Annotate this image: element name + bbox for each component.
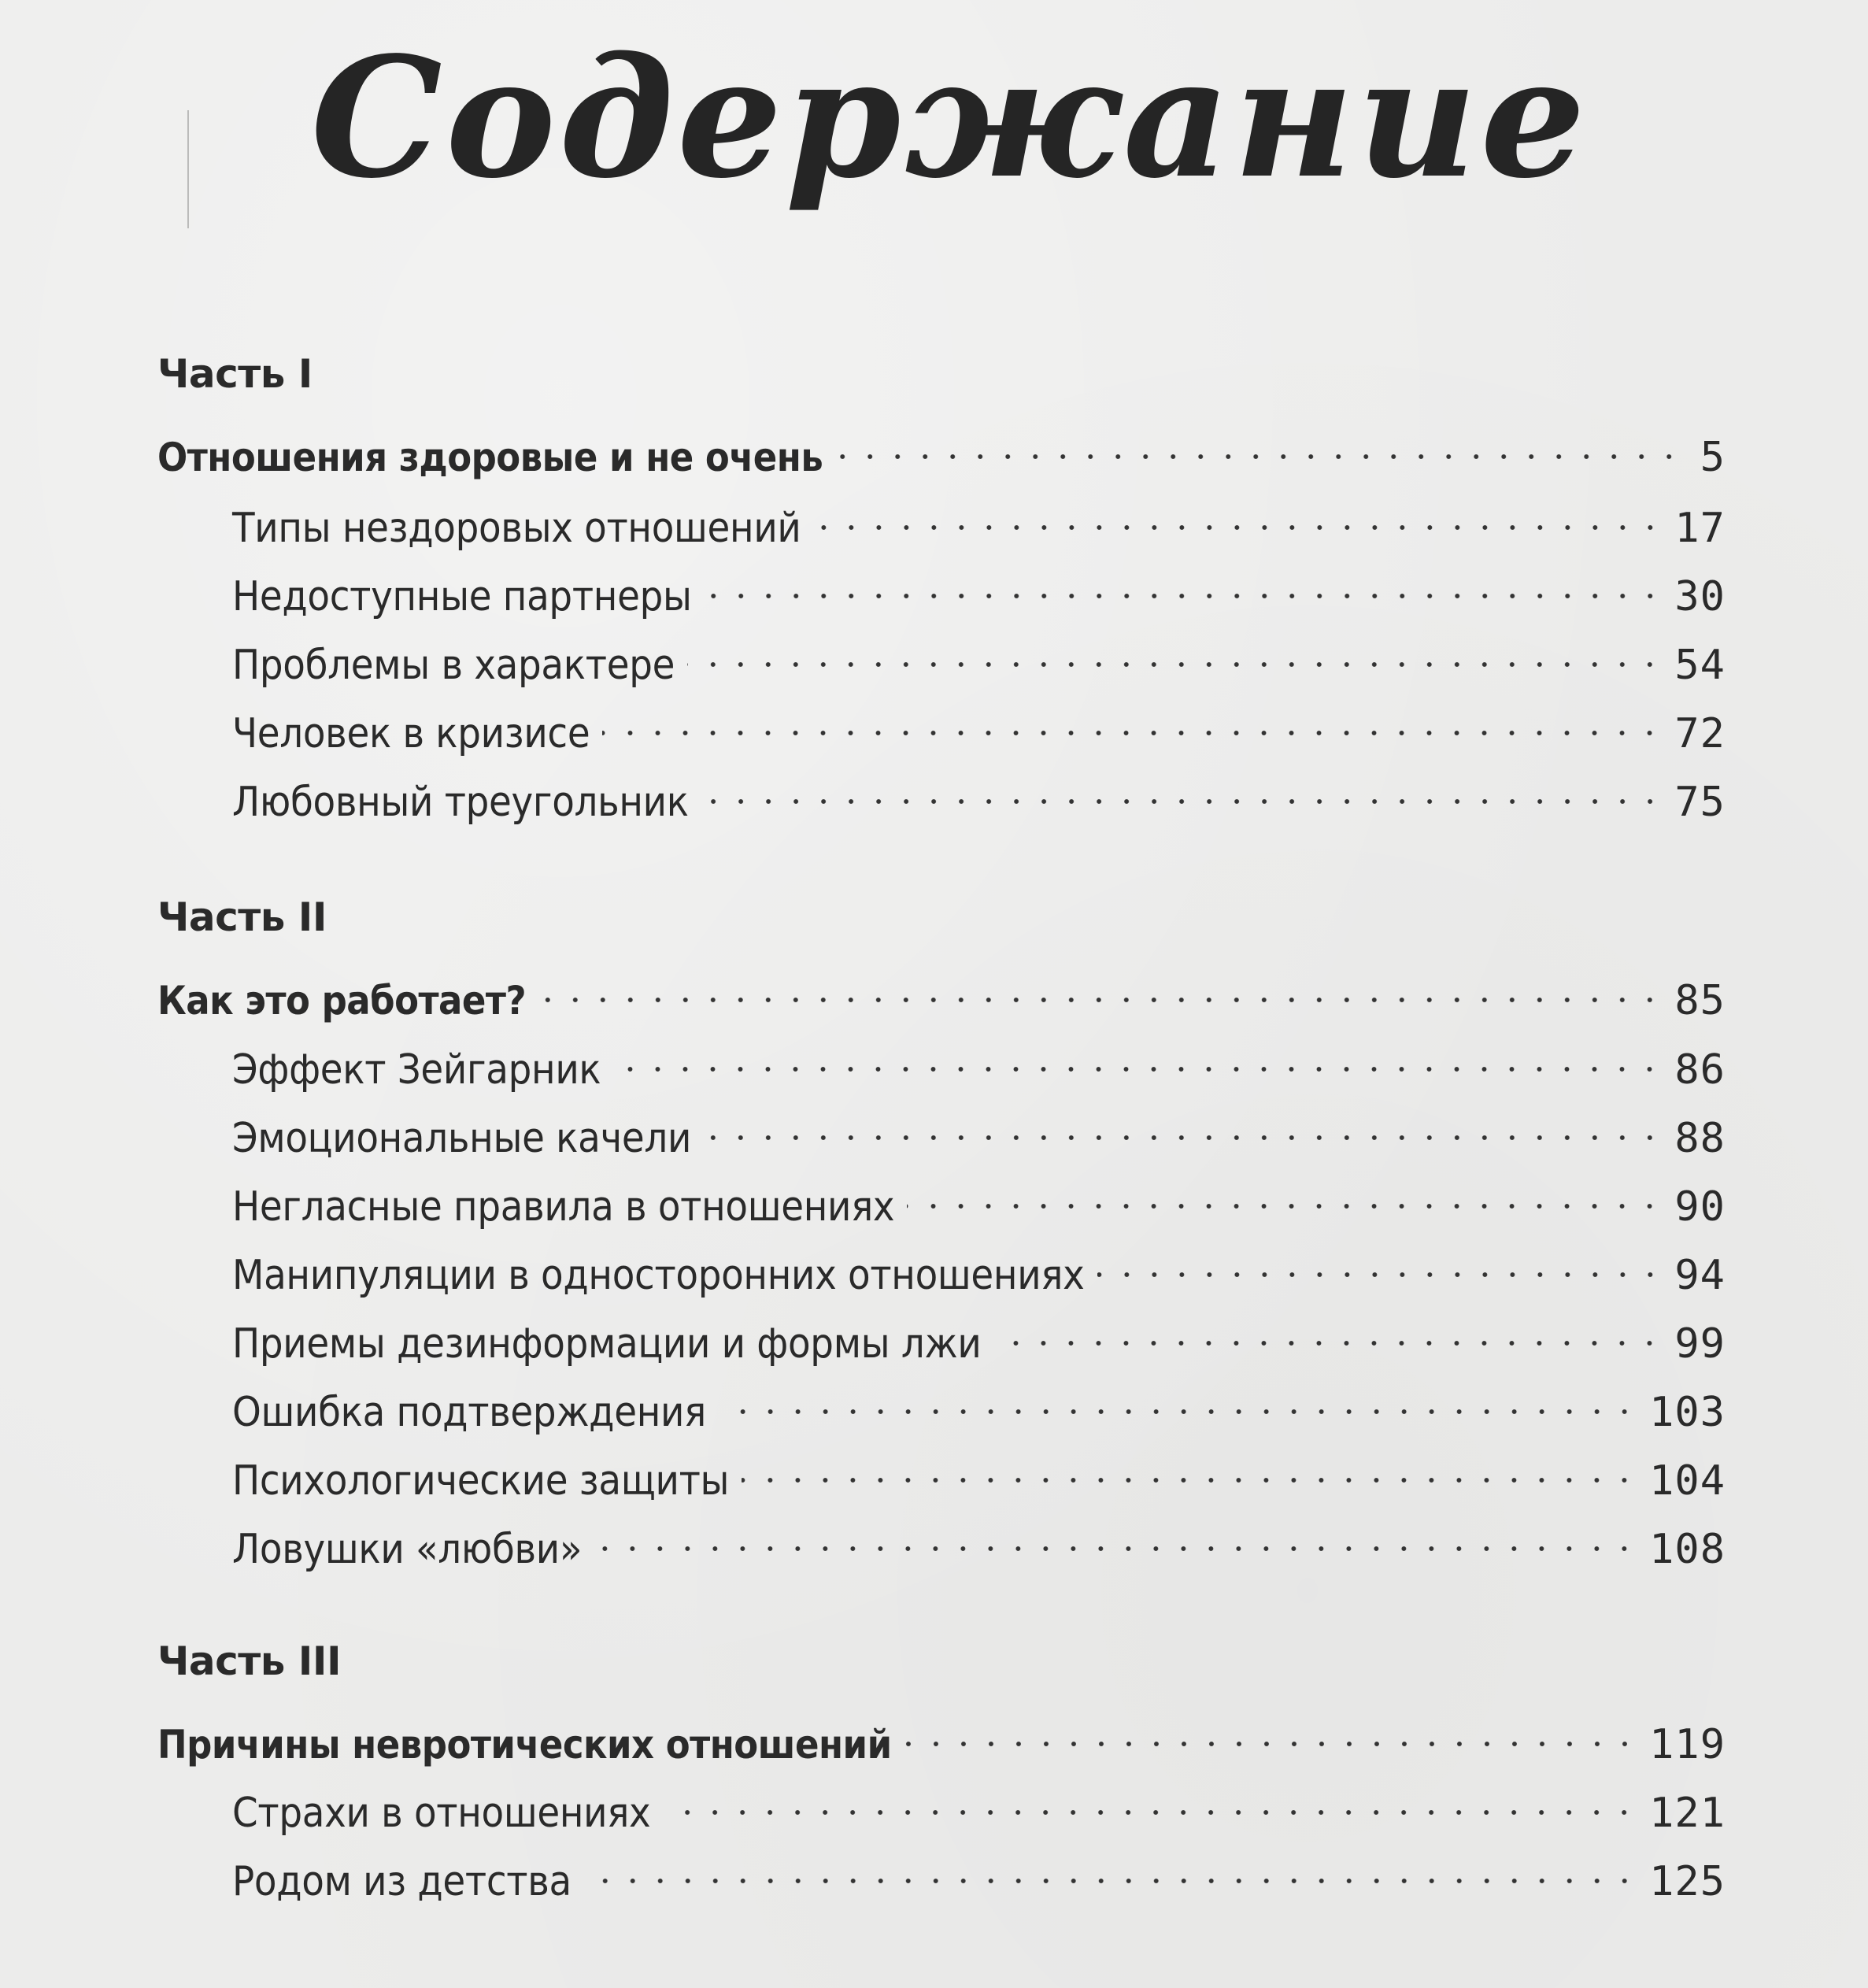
chapter-title: Причины невротических отношений — [157, 1722, 892, 1768]
dot-leader — [591, 1511, 1641, 1563]
item-title: Негласные правила в отношениях — [232, 1183, 895, 1231]
page-number: 86 — [1674, 1046, 1726, 1094]
part-1-label: Часть I — [157, 351, 313, 397]
item-title: Человек в кризисе — [232, 710, 590, 757]
page-number: 72 — [1674, 710, 1726, 757]
part-3-label: Часть III — [157, 1638, 342, 1684]
item-title: Ошибка подтверждения — [232, 1389, 706, 1436]
item-title: Приемы дезинформации и формы лжи — [232, 1320, 982, 1368]
toc-item[interactable] — [232, 1031, 1726, 1094]
toc-item[interactable] — [232, 695, 1726, 757]
dot-leader — [811, 490, 1667, 542]
page-number: 121 — [1649, 1790, 1726, 1837]
part-2-label: Часть II — [157, 894, 327, 940]
item-title: Эмоциональные качели — [232, 1115, 692, 1162]
page-number: 99 — [1674, 1320, 1726, 1368]
toc-item[interactable] — [232, 627, 1726, 689]
page-number: 30 — [1674, 573, 1726, 620]
dot-leader — [701, 1100, 1666, 1152]
dot-leader — [599, 695, 1666, 747]
dot-leader — [990, 1305, 1666, 1357]
item-title: Типы нездоровых отношений — [232, 505, 801, 552]
dot-leader — [610, 1031, 1666, 1083]
dot-leader — [701, 558, 1667, 610]
toc-item[interactable] — [232, 1775, 1726, 1837]
toc-item[interactable] — [232, 1374, 1726, 1436]
toc-item[interactable] — [232, 1442, 1726, 1505]
page-number: 54 — [1674, 642, 1726, 689]
page-number: 119 — [1649, 1721, 1726, 1768]
toc-chapter-part-3[interactable] — [157, 1706, 1726, 1768]
toc-chapter-part-2[interactable] — [157, 962, 1726, 1024]
page-number: 5 — [1700, 434, 1726, 481]
dot-leader — [660, 1775, 1641, 1827]
dot-leader — [904, 1168, 1666, 1220]
toc-item[interactable] — [232, 1843, 1726, 1905]
page-number: 90 — [1674, 1183, 1726, 1231]
toc-item[interactable] — [232, 1305, 1726, 1368]
page-title: Содержание — [310, 20, 1589, 215]
dot-leader — [698, 764, 1667, 816]
item-title: Родом из детства — [232, 1858, 571, 1905]
item-title: Недоступные партнеры — [232, 573, 692, 620]
dot-leader — [832, 419, 1686, 471]
dot-leader — [684, 627, 1666, 679]
page-number: 88 — [1674, 1115, 1726, 1162]
item-title: Манипуляции в односторонних отношениях — [232, 1252, 1085, 1299]
toc-item[interactable] — [232, 764, 1726, 826]
chapter-title: Как это работает? — [157, 978, 527, 1024]
dot-leader — [738, 1442, 1641, 1494]
page-number: 94 — [1674, 1252, 1726, 1299]
dot-leader — [716, 1374, 1641, 1426]
toc-item[interactable] — [232, 558, 1726, 620]
chapter-title: Отношения здоровые и не очень — [157, 435, 823, 480]
page-number: 108 — [1649, 1526, 1726, 1573]
dot-leader — [535, 962, 1666, 1014]
toc-item[interactable] — [232, 490, 1726, 552]
dot-leader — [1094, 1237, 1667, 1289]
toc-item[interactable] — [232, 1511, 1726, 1573]
toc-item[interactable] — [232, 1237, 1726, 1299]
item-title: Проблемы в характере — [232, 642, 675, 689]
page-number: 75 — [1674, 779, 1726, 826]
item-title: Ловушки «любви» — [232, 1526, 583, 1573]
dot-leader — [581, 1843, 1641, 1895]
item-title: Психологические защиты — [232, 1457, 730, 1505]
toc-item[interactable] — [232, 1168, 1726, 1231]
item-title: Страхи в отношениях — [232, 1790, 651, 1837]
toc-chapter-part-1[interactable] — [157, 419, 1726, 481]
page-number: 85 — [1674, 977, 1726, 1024]
page-number: 17 — [1674, 505, 1726, 552]
item-title: Любовный треугольник — [232, 779, 689, 826]
toc-item[interactable] — [232, 1100, 1726, 1162]
dot-leader — [901, 1706, 1641, 1758]
page-number: 104 — [1649, 1457, 1726, 1505]
item-title: Эффект Зейгарник — [232, 1046, 601, 1094]
page-number: 125 — [1649, 1858, 1726, 1905]
page-number: 103 — [1649, 1389, 1726, 1436]
